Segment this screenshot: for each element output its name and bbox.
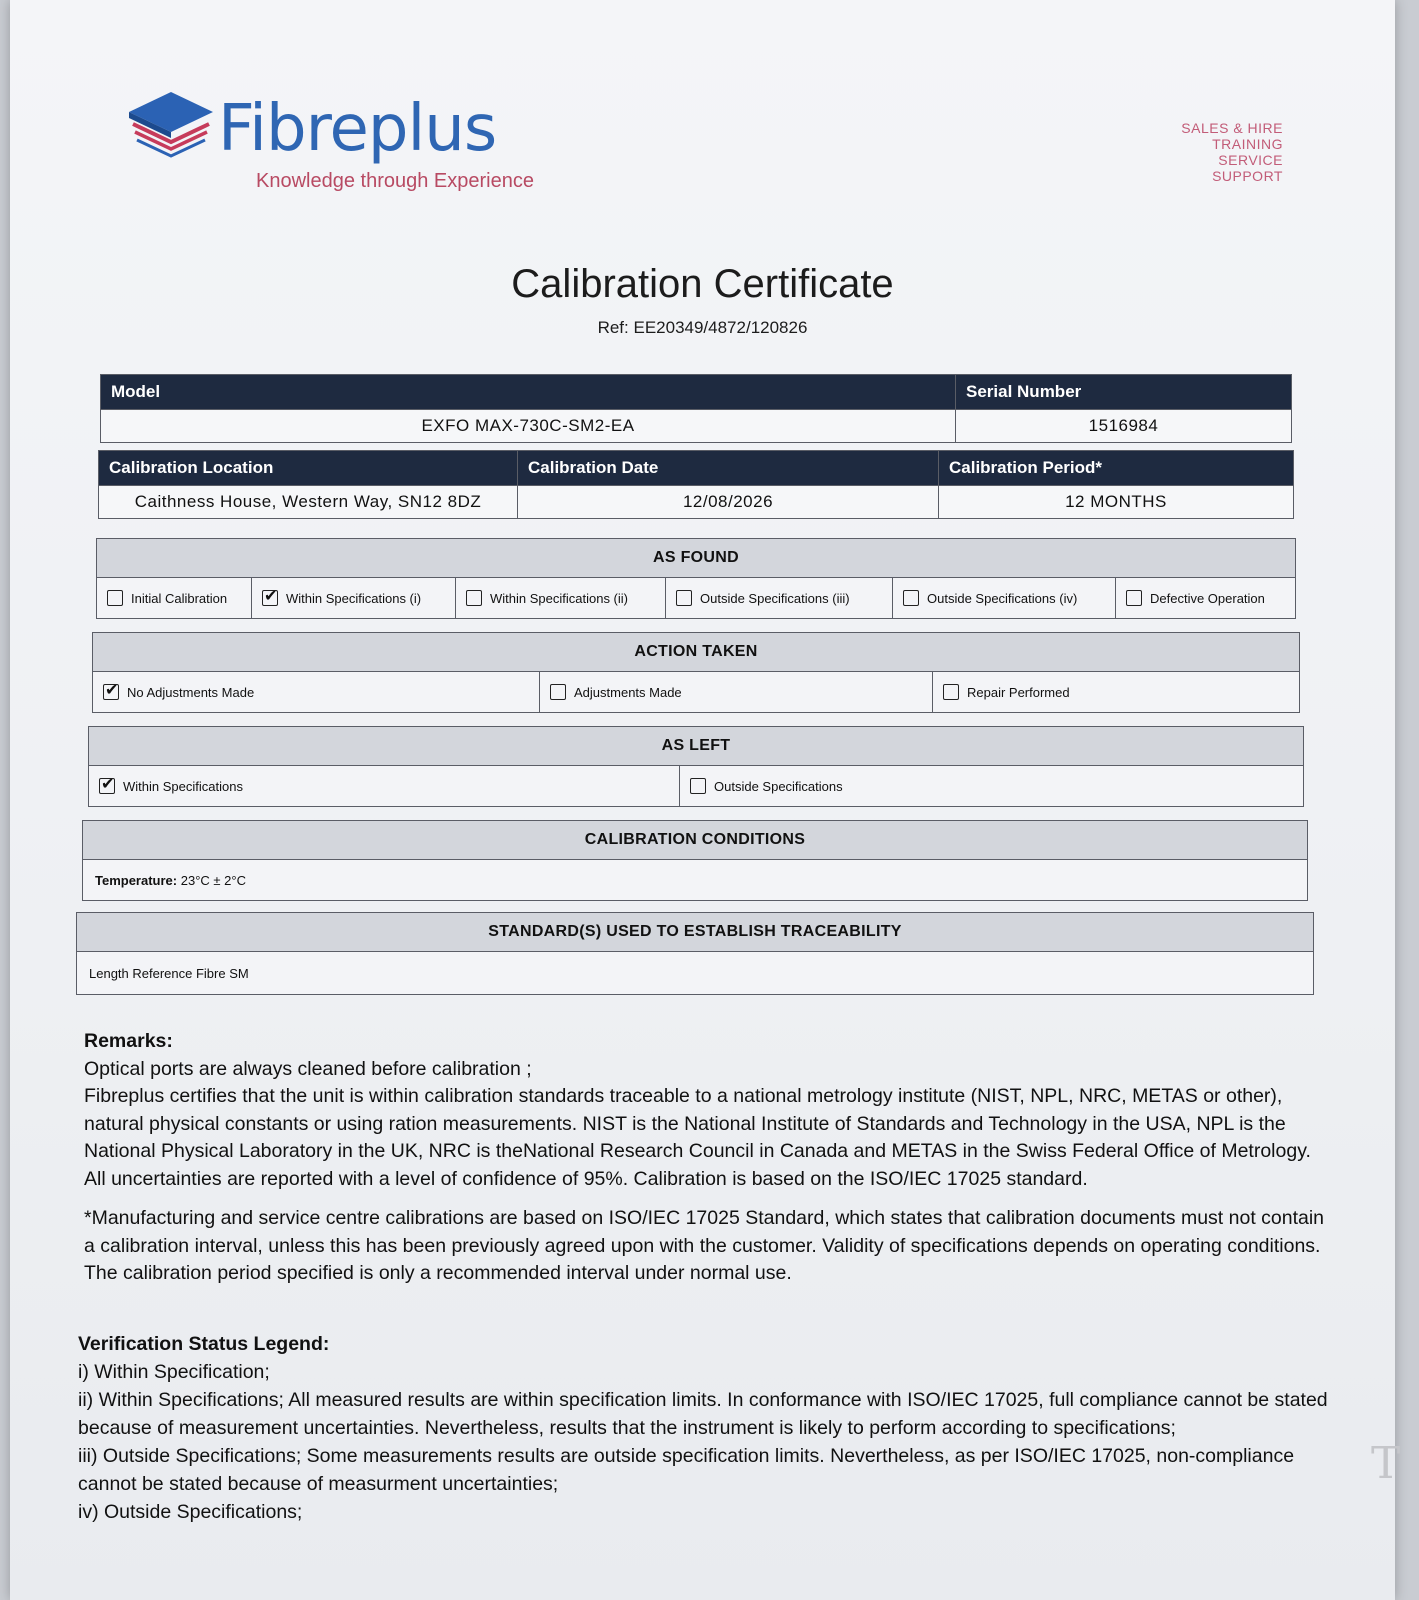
remarks-paragraph: Fibreplus certifies that the unit is within calibration standards traceable to a national metrology institute (NIST, NPL, NRC, METAS or other), natural physical constants or using ration measurements. NIST is the National Institute of Standards and Technology in the USA, NPL is the National Physical Laboratory in the UK, NRC is theNational Research Council in Canada and METAS in the Swiss Federal Office of Metrology. All uncertainties are reported with a level of confidence of 95%. Calibration is based on the ISO/IEC 17025 standard. (84, 1085, 1311, 1190)
option-label: Initial Calibration (131, 591, 228, 606)
serial-header: Serial Number (956, 375, 1292, 410)
legend-section (78, 1330, 1338, 1526)
standards-table (76, 912, 1314, 995)
remarks-footnote: *Manufacturing and service centre calibrations are based on ISO/IEC 17025 Standard, which states that calibration documents must not contain a calibration interval, unless this has been previously agreed upon with the customer. Validity of specifications depends on operating conditions. The calibration period specified is only a recommended interval under normal use. (84, 1207, 1325, 1284)
checkbox-icon[interactable] (943, 684, 959, 700)
option-label: Adjustments Made (574, 685, 682, 700)
model-table (100, 374, 1292, 443)
edge-glyph: T (1371, 1438, 1401, 1489)
model-value: EXFO MAX-730C-SM2-EA (101, 410, 956, 443)
legend-item: iv) Outside Specifications; (78, 1501, 303, 1523)
remarks-heading: Remarks: (84, 1030, 173, 1052)
as-found-option[interactable] (456, 578, 666, 619)
standards-value: Length Reference Fibre SM (77, 952, 1314, 995)
conditions-heading: CALIBRATION CONDITIONS (83, 821, 1308, 860)
checkbox-icon[interactable] (903, 590, 919, 606)
option-label: Within Specifications (ii) (490, 591, 628, 606)
location-header: Calibration Location (99, 451, 518, 486)
as-left-heading: AS LEFT (89, 727, 1304, 766)
option-label: Outside Specifications (iv) (927, 591, 1078, 606)
remarks-line: Optical ports are always cleaned before calibration ; (84, 1057, 532, 1080)
checkbox-icon[interactable] (690, 778, 706, 794)
as-found-option[interactable] (1116, 578, 1296, 619)
as-found-table (96, 538, 1296, 619)
service-item: SALES & HIRE (1181, 120, 1283, 136)
checkbox-icon[interactable] (1126, 590, 1142, 606)
option-label: Repair Performed (967, 685, 1070, 700)
option-label: Outside Specifications (714, 779, 843, 794)
as-found-option[interactable] (666, 578, 893, 619)
legend-item: iii) Outside Specifications; Some measurements results are outside specification limits. Nevertheless, as per ISO/IEC 17025, non-compliance cannot be stated because of measurment uncertainties; (78, 1445, 1295, 1495)
option-label: Within Specifications (i) (286, 591, 422, 606)
period-header: Calibration Period* (939, 451, 1294, 486)
legend-heading: Verification Status Legend: (78, 1333, 330, 1355)
action-taken-heading: ACTION TAKEN (93, 633, 1300, 672)
date-value: 12/08/2026 (518, 486, 939, 519)
as-left-option[interactable] (680, 766, 1304, 807)
option-label: Within Specifications (123, 779, 243, 794)
fibreplus-logo-icon (125, 88, 217, 160)
action-option[interactable] (93, 672, 540, 713)
checked-checkbox-icon[interactable] (262, 590, 278, 606)
checked-checkbox-icon[interactable] (99, 778, 115, 794)
certificate-ref: Ref: EE20349/4872/120826 (597, 318, 808, 337)
legend-item: i) Within Specification; (78, 1361, 270, 1383)
option-label: Defective Operation (1150, 591, 1265, 606)
certificate-page (10, 0, 1401, 1600)
calibration-info-table (98, 450, 1294, 519)
brand-name: Fibreplus (218, 92, 497, 166)
as-found-heading: AS FOUND (97, 539, 1296, 578)
action-option[interactable] (933, 672, 1300, 713)
service-item: TRAINING (1212, 136, 1283, 152)
checkbox-icon[interactable] (107, 590, 123, 606)
period-value: 12 MONTHS (939, 486, 1294, 519)
as-left-table (88, 726, 1304, 807)
model-header: Model (101, 375, 956, 410)
action-option[interactable] (540, 672, 933, 713)
temperature-cell (83, 860, 1308, 901)
checkbox-icon[interactable] (550, 684, 566, 700)
checked-checkbox-icon[interactable] (103, 684, 119, 700)
temperature-value: 23°C ± 2°C (177, 872, 246, 888)
as-found-option[interactable] (893, 578, 1116, 619)
as-found-option[interactable] (252, 578, 456, 619)
option-label: Outside Specifications (iii) (700, 591, 850, 606)
as-left-option[interactable] (89, 766, 680, 807)
temperature-label: Temperature: (95, 872, 178, 888)
location-value: Caithness House, Western Way, SN12 8DZ (99, 486, 518, 519)
checkbox-icon[interactable] (676, 590, 692, 606)
page-title: Calibration Certificate (511, 262, 894, 306)
checkbox-icon[interactable] (466, 590, 482, 606)
conditions-table (82, 820, 1308, 901)
option-label: No Adjustments Made (127, 685, 255, 700)
service-item: SUPPORT (1212, 168, 1283, 184)
standards-heading: STANDARD(S) USED TO ESTABLISH TRACEABILITY (77, 913, 1314, 952)
date-header: Calibration Date (518, 451, 939, 486)
service-item: SERVICE (1218, 152, 1283, 168)
action-taken-table (92, 632, 1300, 713)
as-found-option[interactable] (97, 578, 252, 619)
services-list (1181, 120, 1283, 184)
remarks-section (84, 1028, 1334, 1288)
brand-tagline: Knowledge through Experience (256, 170, 534, 192)
serial-value: 1516984 (956, 410, 1292, 443)
legend-item: ii) Within Specifications; All measured results are within specification limits. In conformance with ISO/IEC 17025, full compliance cannot be stated because of measurement uncertainties. Nevertheless, results that the instrument is likely to perform according to specifications; (78, 1389, 1328, 1439)
